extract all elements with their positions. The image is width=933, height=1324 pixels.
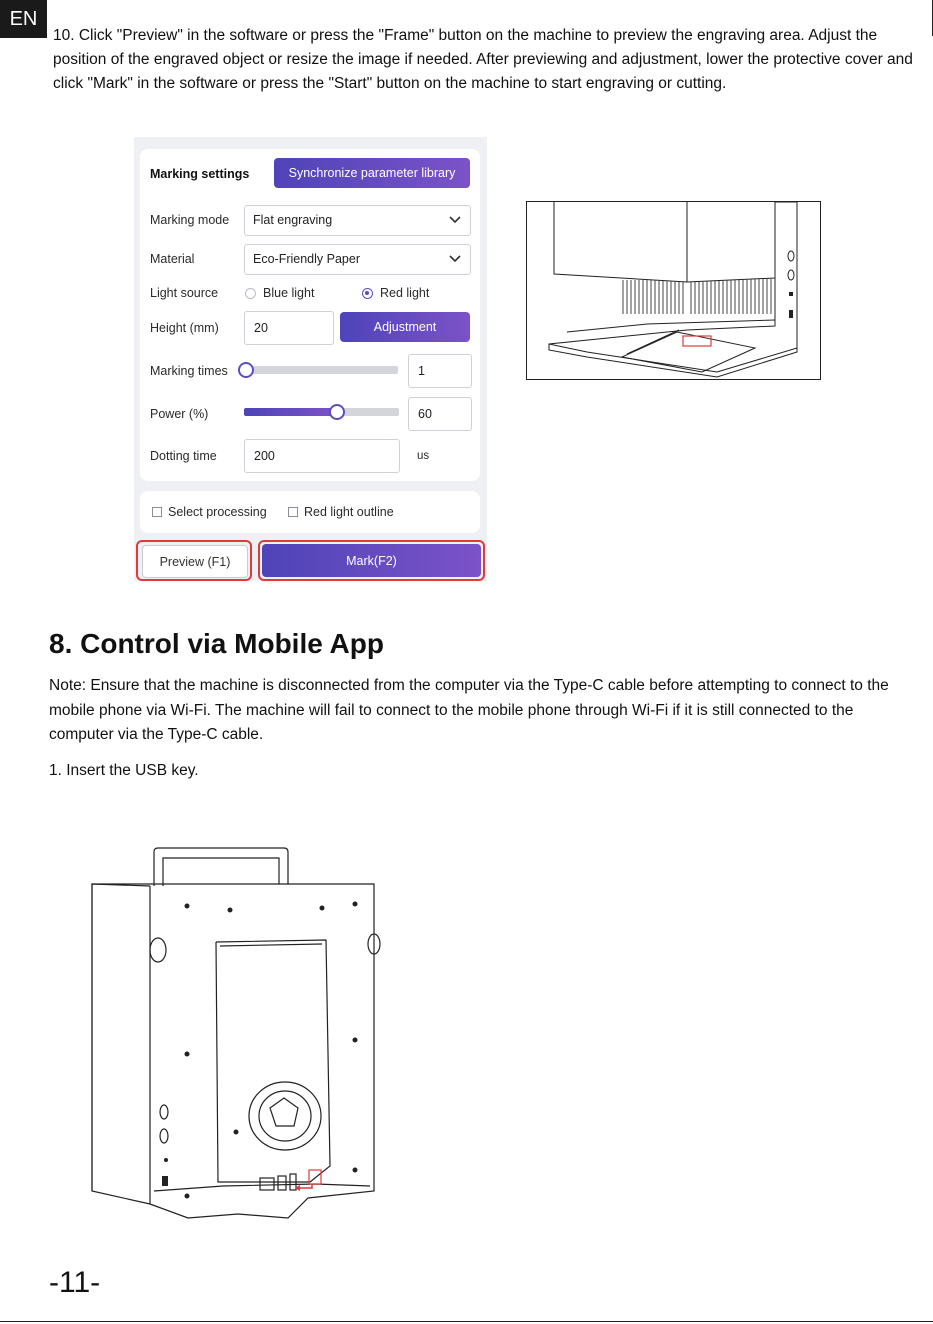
marking-mode-label: Marking mode <box>150 213 230 227</box>
machine-preview-illustration <box>526 201 821 380</box>
marking-times-input[interactable] <box>408 354 472 388</box>
note-text: Note: Ensure that the machine is disconnected from the computer via the Type-C cable before attempting to connect to the mobile phone via Wi-Fi. The machine will fail to connect to the mobile phone through Wi-Fi if it is still connected to the computer via the Type-C cable. <box>49 677 889 743</box>
step-10-text: 10. Click "Preview" in the software or press the "Frame" button on the machine to preview the engraving area. Adjust the position of the engraved object or resize the image if needed. After previewing and adjustment, lower the protective cover and click "Mark" in the software or press the "Start" button on the machine to start engraving or cutting. <box>53 27 913 92</box>
marking-times-value: 1 <box>418 364 425 378</box>
marking-settings-title: Marking settings <box>150 167 250 181</box>
marking-times-label: Marking times <box>150 364 228 378</box>
height-value: 20 <box>254 321 268 335</box>
chevron-down-icon <box>448 212 462 226</box>
marking-settings-panel <box>134 137 487 581</box>
power-slider-knob[interactable] <box>329 404 345 420</box>
language-badge: EN <box>0 0 47 38</box>
blue-light-radio[interactable] <box>245 288 256 299</box>
material-select[interactable] <box>244 244 471 275</box>
marking-mode-select[interactable] <box>244 205 471 236</box>
dotting-time-value: 200 <box>254 449 275 463</box>
red-light-outline-checkbox[interactable] <box>288 507 298 517</box>
marking-times-slider[interactable] <box>246 366 398 374</box>
sync-parameter-library-button[interactable]: Synchronize parameter library <box>274 158 470 188</box>
red-light-radio[interactable] <box>362 288 373 299</box>
step-1-text: 1. Insert the USB key. <box>49 762 199 779</box>
select-processing-label: Select processing <box>168 505 267 519</box>
power-input[interactable] <box>408 397 472 431</box>
power-label: Power (%) <box>150 407 209 421</box>
power-slider[interactable] <box>244 408 399 416</box>
power-value: 60 <box>418 407 432 421</box>
red-light-outline-label: Red light outline <box>304 505 394 519</box>
material-value: Eco-Friendly Paper <box>253 252 360 266</box>
power-slider-fill <box>244 408 337 416</box>
adjustment-button[interactable]: Adjustment <box>340 312 470 342</box>
dotting-time-unit: us <box>417 450 430 462</box>
blue-light-label: Blue light <box>263 286 315 300</box>
dotting-time-input[interactable] <box>244 439 400 473</box>
mark-button[interactable]: Mark(F2) <box>262 544 481 577</box>
material-label: Material <box>150 252 195 266</box>
preview-button[interactable]: Preview (F1) <box>142 545 248 578</box>
processing-options-card <box>140 491 480 533</box>
height-label: Height (mm) <box>150 321 219 335</box>
page-number: -11- <box>49 1266 101 1299</box>
select-processing-checkbox[interactable] <box>152 507 162 517</box>
marking-times-slider-knob[interactable] <box>238 362 254 378</box>
marking-mode-value: Flat engraving <box>253 213 333 227</box>
dotting-time-label: Dotting time <box>150 449 217 463</box>
laser-engraver-drawing <box>527 202 821 380</box>
settings-card <box>140 149 480 481</box>
height-input[interactable] <box>244 311 334 345</box>
red-light-label: Red light <box>380 286 430 300</box>
bottom-rule <box>0 1321 933 1322</box>
section-heading: 8. Control via Mobile App <box>49 628 384 659</box>
machine-rear-drawing <box>88 846 388 1226</box>
chevron-down-icon <box>448 251 462 265</box>
light-source-label: Light source <box>150 286 219 300</box>
machine-back-illustration <box>88 846 388 1226</box>
